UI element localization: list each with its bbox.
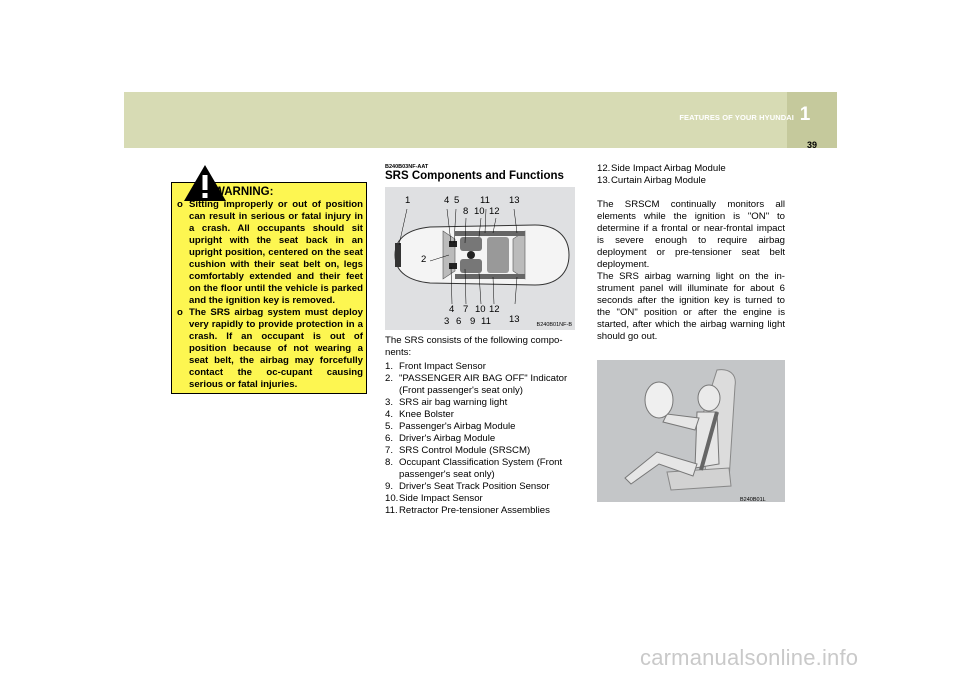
chapter-title: FEATURES OF YOUR HYUNDAI (679, 113, 794, 122)
section-title: SRS Components and Functions (385, 170, 564, 182)
srscm-paragraph: The SRSCM continually monitors all elements while the ignition is "ON" to determine if a frontal or near-frontal impact is severe enough to require airbag deployment or pre-tensioner seat belt deployment. (597, 199, 785, 270)
list-item (597, 163, 787, 175)
list-item (385, 433, 577, 445)
warning-light-paragraph: The SRS airbag warning light on the in-strument panel will illuminate for about 6 seconds after the ignition key is turned to the "ON" position or after the engine is started, after which the airbag warning light should go out. (597, 271, 785, 342)
item-number: 10. (385, 493, 399, 504)
diagram-label: 10 (474, 206, 485, 217)
diagram-label: 3 (444, 316, 450, 327)
item-number: 13. (597, 175, 611, 186)
warning-bullet: o (177, 307, 183, 318)
item-text: Side Impact Airbag Module (611, 163, 726, 174)
diagram-label: 4 (449, 304, 455, 315)
item-text: Curtain Airbag Module (611, 175, 706, 186)
item-text: Knee Bolster (399, 409, 454, 420)
diagram-caption: B240B01NF-B (536, 322, 572, 328)
item-text: "PASSENGER AIR BAG OFF" Indicator (Front passenger's seat only) (399, 373, 568, 396)
item-number: 11. (385, 505, 398, 516)
intro-text: The SRS consists of the following compo-nents: (385, 335, 563, 358)
warning-list (177, 199, 363, 391)
warning-item (177, 199, 363, 307)
diagram-label: 13 (509, 195, 520, 206)
watermark: carmanualsonline.info (640, 645, 859, 670)
item-text: Passenger's Airbag Module (399, 421, 516, 432)
component-list-continued (597, 163, 787, 187)
list-item (385, 457, 577, 481)
list-item (385, 481, 577, 493)
diagram-label: 4 (444, 195, 450, 206)
warning-bullet: o (177, 199, 183, 210)
diagram-label: 11 (481, 316, 491, 327)
item-number: 2. (385, 373, 394, 384)
item-number: 1. (385, 361, 394, 372)
item-number: 9. (385, 481, 394, 492)
list-item (385, 445, 577, 457)
list-item (385, 373, 577, 397)
item-number: 6. (385, 433, 394, 444)
diagram-label: 5 (454, 195, 460, 206)
item-number: 4. (385, 409, 394, 420)
chapter-number: 1 (799, 104, 811, 125)
diagram-label: 12 (489, 304, 500, 315)
warning-text: Sitting improperly or out of position can result in serious or fatal injury in a crash. All occupants should sit upright with the seat back in an upright position, centered on the seat cushion with their seat belt on, legs comfortably extended and their feet on the floor until the vehicle is parked and the ignition key is removed. (189, 199, 363, 306)
item-text: Front Impact Sensor (399, 361, 486, 372)
warning-text: The SRS airbag system must deploy very rapidly to provide protection in a crash. If an occupant is out of position because of not wearing a seat belt, the airbag may forcefully contact the oc-cupant causing serious or fatal injuries. (189, 307, 363, 390)
item-number: 12. (597, 163, 611, 174)
diagram-label: 1 (405, 195, 411, 206)
diagram-label: 12 (489, 206, 500, 217)
seated-occupant-illustration (597, 360, 785, 502)
list-item (385, 493, 577, 505)
list-item (385, 409, 577, 421)
srs-components-diagram (385, 187, 575, 330)
diagram-label: 7 (463, 304, 469, 315)
diagram-label: 8 (463, 206, 469, 217)
item-text: Driver's Airbag Module (399, 433, 496, 444)
list-item (385, 397, 577, 409)
diagram-label: 11 (480, 195, 490, 206)
section-code: B240B03NF-AAT (385, 164, 429, 170)
list-item (597, 175, 787, 187)
warning-title: WARNING: (214, 186, 274, 198)
item-text: SRS air bag warning light (399, 397, 508, 408)
item-text: Side Impact Sensor (399, 493, 483, 504)
diagram-label: 13 (509, 314, 520, 325)
item-number: 3. (385, 397, 394, 408)
item-text: Occupant Classification System (Front passenger's seat only) (399, 457, 563, 480)
photo-caption: B240B01L (740, 497, 766, 503)
list-item (385, 421, 577, 433)
item-text: Retractor Pre-tensioner Assemblies (399, 505, 550, 516)
item-number: 8. (385, 457, 394, 468)
item-text: Driver's Seat Track Position Sensor (399, 481, 550, 492)
list-item (385, 505, 577, 517)
list-item (385, 361, 577, 373)
item-text: SRS Control Module (SRSCM) (399, 445, 531, 456)
warning-item (177, 307, 363, 391)
diagram-label: 2 (421, 254, 427, 265)
diagram-label: 6 (456, 316, 462, 327)
item-number: 5. (385, 421, 394, 432)
page-number: 39 (806, 140, 817, 150)
diagram-label: 9 (470, 316, 476, 327)
item-number: 7. (385, 445, 394, 456)
component-list (385, 361, 577, 517)
diagram-label: 10 (475, 304, 486, 315)
occupant-photo (597, 360, 785, 502)
